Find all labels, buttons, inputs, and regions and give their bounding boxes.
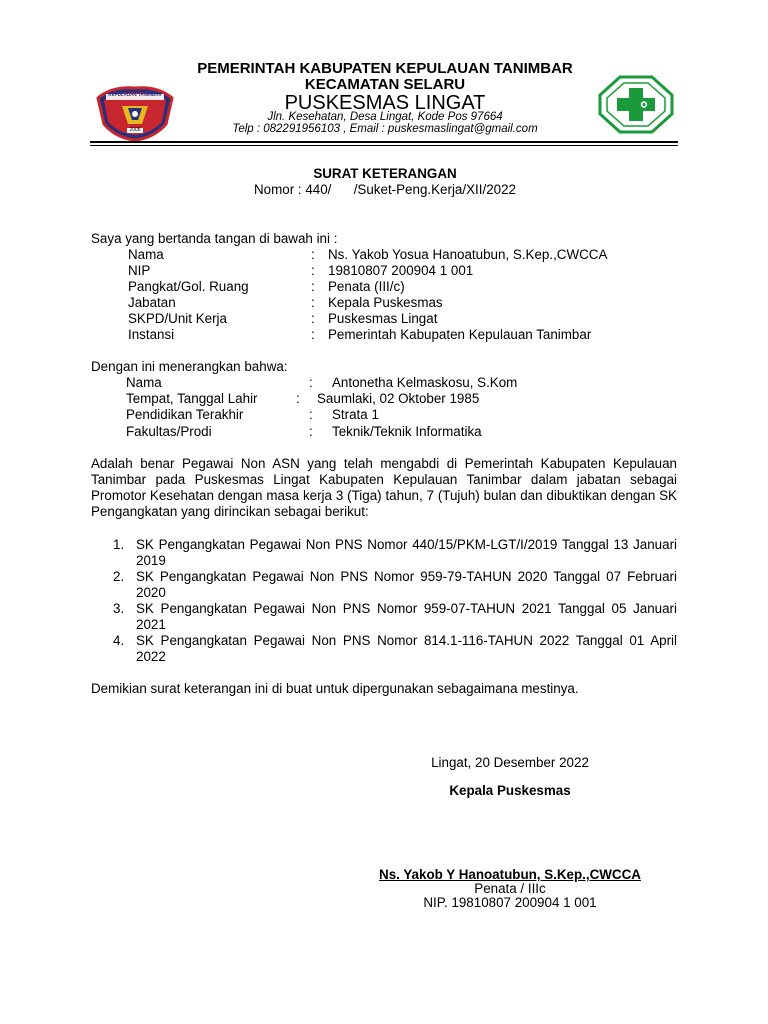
subject-row	[0, 391, 768, 407]
field-value: Saumlaki, 02 Oktober 1985	[317, 391, 480, 406]
kop-government: PEMERINTAH KABUPATEN KEPULAUAN TANIMBAR	[197, 60, 573, 77]
field-label: NIP	[128, 263, 151, 278]
signer-row	[0, 263, 768, 279]
kop-address: Jln. Kesehatan, Desa Lingat, Kode Pos 97664	[267, 111, 503, 123]
signature-place-date: Lingat, 20 Desember 2022	[431, 755, 589, 770]
field-value: Strata 1	[332, 407, 379, 422]
field-colon: :	[309, 424, 313, 439]
field-colon: :	[311, 263, 315, 278]
list-text: SK Pengangkatan Pegawai Non PNS Nomor 440/15/PKM-LGT/I/2019 Tanggal 13 Januari 2019	[136, 537, 677, 568]
field-value: Penata (III/c)	[328, 279, 405, 294]
field-colon: :	[311, 247, 315, 262]
emblem-text: KEPULAUAN TANIMBAR	[108, 92, 162, 97]
field-colon: :	[311, 295, 315, 310]
field-value: Ns. Yakob Yosua Hanoatubun, S.Kep.,CWCCA	[328, 247, 608, 262]
field-label: Tempat, Tanggal Lahir	[126, 391, 258, 406]
field-label: Jabatan	[128, 295, 176, 310]
field-value: Teknik/Teknik Informatika	[332, 424, 482, 439]
field-label: Nama	[128, 247, 164, 262]
signature-position: Kepala Puskesmas	[449, 783, 571, 798]
field-colon: :	[311, 327, 315, 342]
signer-row	[0, 295, 768, 311]
letter-title: SURAT KETERANGAN	[313, 166, 457, 181]
list-number: 1.	[113, 537, 125, 552]
letterhead-rule-thick	[90, 141, 678, 143]
field-label: Fakultas/Prodi	[126, 424, 212, 439]
field-label: Nama	[126, 375, 162, 390]
field-value: Antonetha Kelmaskosu, S.Kom	[332, 375, 518, 390]
list-number: 3.	[113, 601, 125, 616]
subject-row	[0, 424, 768, 440]
field-label: Instansi	[128, 327, 175, 342]
signer-row	[0, 311, 768, 327]
field-value: Pemerintah Kabupaten Kepulauan Tanimbar	[328, 327, 592, 342]
puskesmas-cross-icon	[598, 75, 674, 134]
letter-number: Nomor : 440/ /Suket-Peng.Kerja/XII/2022	[253, 182, 516, 197]
subject-intro: Dengan ini menerangkan bahwa:	[91, 359, 288, 374]
field-colon: :	[311, 279, 315, 294]
field-colon: :	[296, 391, 300, 406]
kop-contact: Telp : 082291956103 , Email : puskesmaslingat@gmail.com	[232, 123, 538, 135]
signer-row	[0, 279, 768, 295]
field-colon: :	[309, 407, 313, 422]
signer-row	[0, 327, 768, 343]
body-paragraph: Adalah benar Pegawai Non ASN yang telah mengabdi di Pemerintah Kabupaten Kepulauan Tanimbar pada Puskesmas Lingat Kabupaten Kepulauan Tanimbar dalam jabatan sebagai Promotor Kesehatan dengan masa kerja 3 (Tiga) tahun, 7 (Tujuh) bulan dan dibuktikan dengan SK Pengangkatan yang dirincikan sebagai berikut:	[91, 456, 677, 519]
closing-sentence: Demikian surat keterangan ini di buat untuk dipergunakan sebagaimana mestinya.	[91, 681, 579, 696]
list-number: 2.	[113, 569, 125, 584]
list-text: SK Pengangkatan Pegawai Non PNS Nomor 959-07-TAHUN 2021 Tanggal 05 Januari 2021	[136, 601, 677, 632]
kop-district: KECAMATAN SELARU	[304, 76, 466, 93]
field-label: Pangkat/Gol. Ruang	[128, 279, 249, 294]
signer-row	[0, 247, 768, 263]
field-label: Pendidikan Terakhir	[126, 407, 244, 422]
signature-rank: Penata / IIIc	[474, 881, 546, 896]
field-value: Kepala Puskesmas	[328, 295, 443, 310]
field-colon: :	[311, 311, 315, 326]
emblem-year: 2008	[129, 127, 141, 133]
list-text: SK Pengangkatan Pegawai Non PNS Nomor 959-79-TAHUN 2020 Tanggal 07 Februari 2020	[136, 569, 677, 600]
kop-puskesmas: PUSKESMAS LINGAT	[284, 92, 486, 114]
list-text: SK Pengangkatan Pegawai Non PNS Nomor 814.1-116-TAHUN 2022 Tanggal 01 April 2022	[136, 633, 677, 664]
subject-row	[0, 375, 768, 391]
signer-intro: Saya yang bertanda tangan di bawah ini :	[91, 231, 338, 246]
letterhead-rule-thin	[90, 145, 678, 146]
signature-name: Ns. Yakob Y Hanoatubun, S.Kep.,CWCCA	[379, 867, 641, 882]
field-colon: :	[309, 375, 313, 390]
subject-row	[0, 407, 768, 423]
list-number: 4.	[113, 633, 125, 648]
field-value: Puskesmas Lingat	[328, 311, 438, 326]
field-label: SKPD/Unit Kerja	[128, 311, 227, 326]
signature-nip: NIP. 19810807 200904 1 001	[423, 895, 597, 910]
field-value: 19810807 200904 1 001	[328, 263, 474, 278]
